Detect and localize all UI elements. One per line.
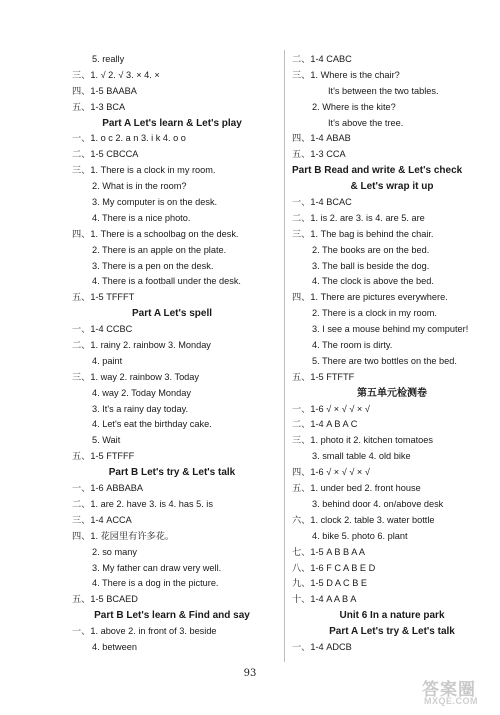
answer-line: 一、1-4 BCAC	[292, 197, 352, 208]
answer-line: 3. behind door 4. on/above desk	[312, 498, 444, 509]
answer-line: 3. There is a pen on the desk.	[92, 260, 214, 271]
answer-line: 3. My computer is on the desk.	[92, 197, 218, 208]
answer-line: 一、1. above 2. in front of 3. beside	[72, 626, 217, 637]
section-heading: & Let's wrap it up	[350, 181, 434, 193]
answer-line: 4. There is a dog in the picture.	[92, 578, 219, 589]
answer-line: 三、1. photo it 2. kitchen tomatoes	[292, 435, 433, 446]
answer-line: 五、1-5 BCAED	[72, 594, 138, 605]
answer-line: 二、1-5 CBCCA	[72, 149, 139, 160]
answer-line: 4. The room is dirty.	[312, 340, 393, 351]
page-number: 93	[243, 668, 257, 679]
answer-line: 2. What is in the room?	[92, 181, 187, 192]
answer-line: 十、1-4 A A B A	[292, 594, 357, 605]
answer-line: 二、1. rainy 2. rainbow 3. Monday	[72, 340, 211, 351]
answer-line: 4. paint	[92, 355, 123, 366]
answer-line: 三、1-4 ACCA	[72, 514, 132, 525]
answer-line: 2. Where is the kite?	[312, 101, 396, 112]
section-heading: Unit 6 In a nature park	[339, 610, 445, 622]
answer-line: 3. My father can draw very well.	[92, 562, 222, 573]
answer-line: 2. The books are on the bed.	[312, 244, 430, 255]
answer-line: 4. The clock is above the bed.	[312, 276, 434, 287]
answer-line: 五、1-5 FTFFF	[72, 451, 135, 462]
answer-line: 5. Wait	[92, 435, 121, 446]
answer-line: 一、1-4 ADCB	[292, 641, 352, 652]
answer-line: 四、1-5 BAABA	[72, 85, 137, 96]
answer-line: 3. It's a rainy day today.	[92, 403, 189, 414]
answer-line: 4. way 2. Today Monday	[92, 387, 191, 398]
answer-line: 九、1-5 D A C B E	[292, 578, 368, 589]
section-heading: Part A Let's learn & Let's play	[102, 117, 242, 129]
answer-line: 五、1-3 CCA	[292, 149, 346, 160]
answer-line: 4. There is a nice photo.	[92, 212, 191, 223]
answer-line: 5. There are two bottles on the bed.	[312, 355, 457, 366]
answer-line: It's above the tree.	[328, 117, 404, 128]
answer-line: 三、1. way 2. rainbow 3. Today	[72, 371, 199, 382]
answer-line: 四、1-4 ABAB	[292, 133, 351, 144]
answer-line: 4. There is a football under the desk.	[92, 276, 241, 287]
answer-line: 三、1. There is a clock in my room.	[72, 165, 216, 176]
answer-line: 三、1. The bag is behind the chair.	[292, 228, 434, 239]
watermark-logo-text: 答案圈	[422, 680, 476, 699]
answer-line: 4. between	[92, 641, 137, 652]
answer-line: 五、1-5 FTFTF	[292, 371, 355, 382]
answer-line: 3. I see a mouse behind my computer!	[312, 324, 469, 335]
answer-line: 4. Let's eat the birthday cake.	[92, 419, 212, 430]
section-heading: Part A Let's spell	[132, 308, 212, 320]
section-heading: Part B Read and write & Let's check	[292, 165, 463, 177]
answer-line: 五、1-3 BCA	[72, 101, 126, 112]
answer-line: It's between the two tables.	[328, 85, 439, 96]
answer-line: 四、1. There are pictures everywhere.	[292, 292, 448, 303]
answer-line: 四、1. There is a schoolbag on the desk.	[72, 228, 239, 239]
answer-line: 六、1. clock 2. table 3. water bottle	[292, 514, 435, 525]
answer-line: 二、1-4 CABC	[292, 54, 352, 64]
answer-line: 五、1-5 TFFFT	[72, 292, 135, 303]
answer-line: 五、1. under bed 2. front house	[292, 483, 421, 494]
section-heading: 第五单元检测卷	[357, 387, 427, 399]
watermark-url: MXQE.COM	[424, 696, 479, 706]
answer-line: 2. There is an apple on the plate.	[92, 244, 227, 255]
answer-line: 5. really	[92, 54, 125, 64]
answer-line: 2. There is a clock in my room.	[312, 308, 437, 319]
answer-line: 3. The ball is beside the dog.	[312, 260, 430, 271]
answer-line: 一、1-4 CCBC	[72, 324, 133, 335]
right-column	[292, 52, 492, 656]
answer-line: 一、1-6 ABBABA	[72, 483, 143, 494]
answer-line: 二、1. is 2. are 3. is 4. are 5. are	[292, 212, 425, 223]
column-divider	[284, 50, 285, 662]
left-column	[72, 52, 272, 656]
answer-line: 3. small table 4. old bike	[312, 451, 411, 462]
answer-line: 四、1-6 √ × √ √ × √	[292, 467, 370, 478]
answer-line: 四、1. 花园里有许多花。	[72, 530, 175, 541]
answer-line: 八、1-6 F C A B E D	[292, 562, 376, 573]
answer-line: 4. bike 5. photo 6. plant	[312, 530, 408, 541]
answer-line: 2. so many	[92, 546, 137, 557]
answer-line: 七、1-5 A B B A A	[292, 546, 366, 557]
answer-line: 三、1. √ 2. √ 3. × 4. ×	[72, 69, 160, 80]
section-heading: Part B Let's learn & Find and say	[94, 610, 250, 622]
answer-line: 二、1-4 A B A C	[292, 419, 358, 430]
answer-line: 一、1. o c 2. a n 3. i k 4. o o	[72, 133, 186, 144]
answer-line: 一、1-6 √ × √ √ × √	[292, 403, 370, 414]
section-heading: Part A Let's try & Let's talk	[329, 626, 455, 638]
watermark-logo	[420, 675, 492, 709]
answer-line: 三、1. Where is the chair?	[292, 69, 400, 80]
section-heading: Part B Let's try & Let's talk	[108, 467, 236, 479]
answer-line: 二、1. are 2. have 3. is 4. has 5. is	[72, 498, 213, 509]
